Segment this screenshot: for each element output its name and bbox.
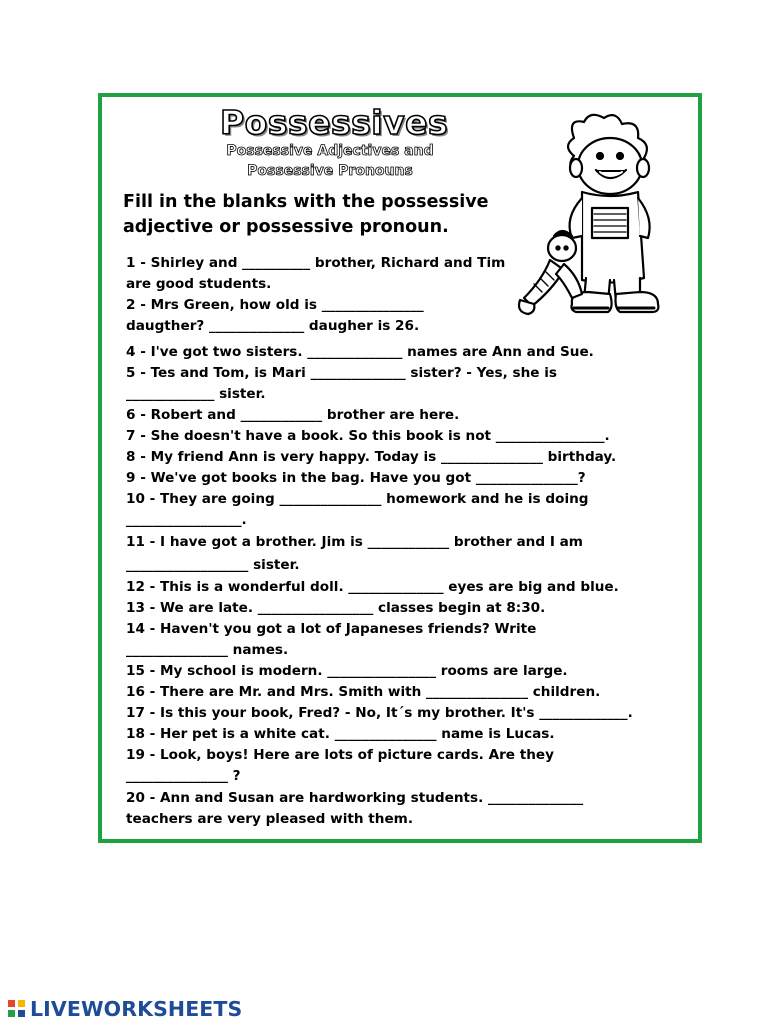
cartoon-kid-illustration <box>512 108 662 324</box>
question-line: 8 - My friend Ann is very happy. Today is _______________ birthday. <box>126 449 617 465</box>
worksheet-title: Possessives <box>220 103 449 142</box>
question-line: 20 - Ann and Susan are hardworking students. ______________ <box>126 790 584 806</box>
question-line: _______________ ? <box>126 768 241 784</box>
question-line: 10 - They are going _______________ homework and he is doing <box>126 491 589 507</box>
brand-name: LIVEWORKSHEETS <box>30 997 243 1021</box>
question-line: 4 - I've got two sisters. ______________ names are Ann and Sue. <box>126 344 594 360</box>
question-line: 6 - Robert and ____________ brother are here. <box>126 407 460 423</box>
question-line: 18 - Her pet is a white cat. _______________ name is Lucas. <box>126 726 555 742</box>
liveworksheets-icon <box>5 997 29 1021</box>
instructions <box>123 190 523 240</box>
question-line: 19 - Look, boys! Here are lots of picture cards. Are they <box>126 747 555 763</box>
question-line: teachers are very pleased with them. <box>126 811 413 827</box>
liveworksheets-logo[interactable] <box>5 996 242 1022</box>
question-line: 15 - My school is modern. ________________ rooms are large. <box>126 663 568 679</box>
question-line: _______________ names. <box>126 642 289 658</box>
question-line: 9 - We've got books in the bag. Have you got _______________? <box>126 470 586 486</box>
question-line: _________________. <box>126 512 247 528</box>
question-line: are good students. <box>126 276 272 292</box>
question-line: 17 - Is this your book, Fred? - No, It´s my brother. It's _____________. <box>126 705 633 721</box>
question-line: 1 - Shirley and __________ brother, Richard and Tim <box>126 255 506 271</box>
question-line: _____________ sister. <box>126 386 266 402</box>
question-line: 11 - I have got a brother. Jim is ____________ brother and I am <box>126 534 583 550</box>
question-line: 14 - Haven't you got a lot of Japaneses friends? Write <box>126 621 537 637</box>
question-line: daugther? ______________ daugher is 26. <box>126 318 420 334</box>
question-line: 7 - She doesn't have a book. So this book is not ________________. <box>126 428 610 444</box>
question-line: 5 - Tes and Tom, is Mari ______________ sister? - Yes, she is <box>126 365 557 381</box>
question-line: __________________ sister. <box>126 557 300 573</box>
question-line: 2 - Mrs Green, how old is _______________ <box>126 297 424 313</box>
question-line: 13 - We are late. _________________ classes begin at 8:30. <box>126 600 546 616</box>
question-line: 12 - This is a wonderful doll. ______________ eyes are big and blue. <box>126 579 619 595</box>
question-line: 16 - There are Mr. and Mrs. Smith with _______________ children. <box>126 684 601 700</box>
subtitle-line-1: Possessive Adjectives and <box>226 143 434 159</box>
subtitle-line-2: Possessive Pronouns <box>247 163 413 179</box>
instruction-line-2: adjective or possessive pronoun. <box>123 217 449 237</box>
instruction-line-1: Fill in the blanks with the possessive <box>123 192 489 212</box>
